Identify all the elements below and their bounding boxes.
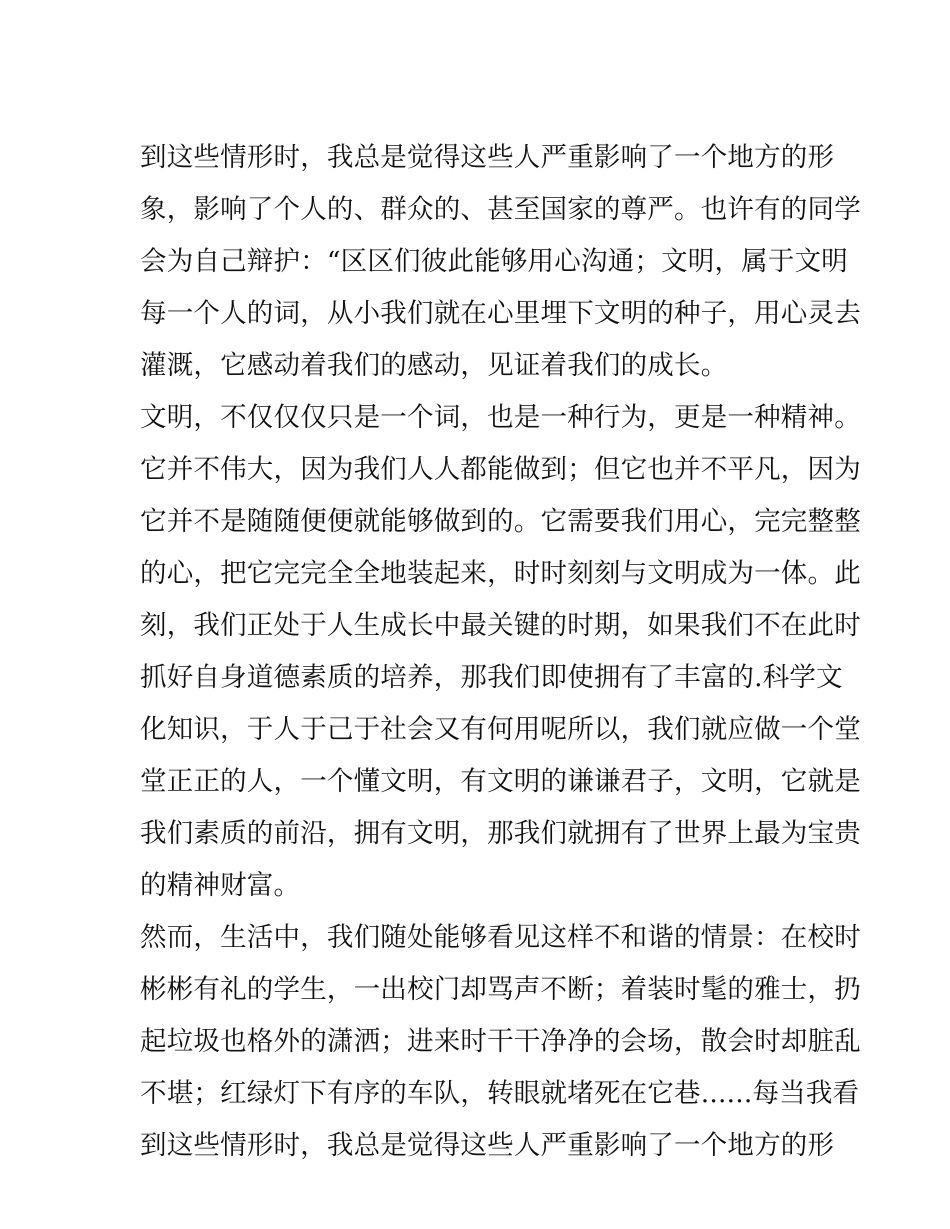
text-line-8: 它并不是随随便便就能够做到的。它需要我们用心，完完整整 bbox=[140, 506, 861, 537]
text-line-5: 灌溉，它感动着我们的感动，见证着我们的成长。 bbox=[140, 350, 728, 381]
body-text bbox=[140, 132, 861, 1172]
text-line-14: 我们素质的前沿，拥有文明，那我们就拥有了世界上最为宝贵 bbox=[140, 818, 861, 849]
text-line-1: 到这些情形时，我总是觉得这些人严重影响了一个地方的形 bbox=[140, 142, 835, 173]
text-line-18: 起垃圾也格外的潇洒；进来时干干净净的会场，散会时却脏乱 bbox=[140, 1026, 861, 1057]
text-line-19: 不堪；红绿灯下有序的车队，转眼就堵死在它巷......每当我看 bbox=[140, 1078, 860, 1109]
text-line-15: 的精神财富。 bbox=[140, 870, 301, 901]
text-line-2: 象，影响了个人的、群众的、甚至国家的尊严。也许有的同学 bbox=[140, 194, 861, 225]
text-line-7: 它并不伟大，因为我们人人都能做到；但它也并不平凡，因为 bbox=[140, 454, 861, 485]
text-line-20: 到这些情形时，我总是觉得这些人严重影响了一个地方的形 bbox=[140, 1130, 835, 1161]
text-line-12: 化知识，于人于己于社会又有何用呢所以，我们就应做一个堂 bbox=[140, 714, 861, 745]
text-line-11: 抓好自身道德素质的培养，那我们即使拥有了丰富的.科学文 bbox=[140, 662, 843, 693]
text-line-17: 彬彬有礼的学生，一出校门却骂声不断；着装时髦的雅士，扔 bbox=[140, 974, 861, 1005]
text-line-4: 每一个人的词，从小我们就在心里埋下文明的种子，用心灵去 bbox=[140, 298, 861, 329]
text-line-16: 然而，生活中，我们随处能够看见这样不和谐的情景：在校时 bbox=[140, 922, 861, 953]
text-line-3: 会为自己辩护：“区区们彼此能够用心沟通；文明，属于文明 bbox=[140, 246, 848, 277]
text-line-10: 刻，我们正处于人生成长中最关键的时期，如果我们不在此时 bbox=[140, 610, 861, 641]
text-line-13: 堂正正的人，一个懂文明，有文明的谦谦君子，文明，它就是 bbox=[140, 766, 861, 797]
text-line-9: 的心，把它完完全全地装起来，时时刻刻与文明成为一体。此 bbox=[140, 558, 861, 589]
text-line-6: 文明，不仅仅仅只是一个词，也是一种行为，更是一种精神。 bbox=[140, 402, 861, 433]
